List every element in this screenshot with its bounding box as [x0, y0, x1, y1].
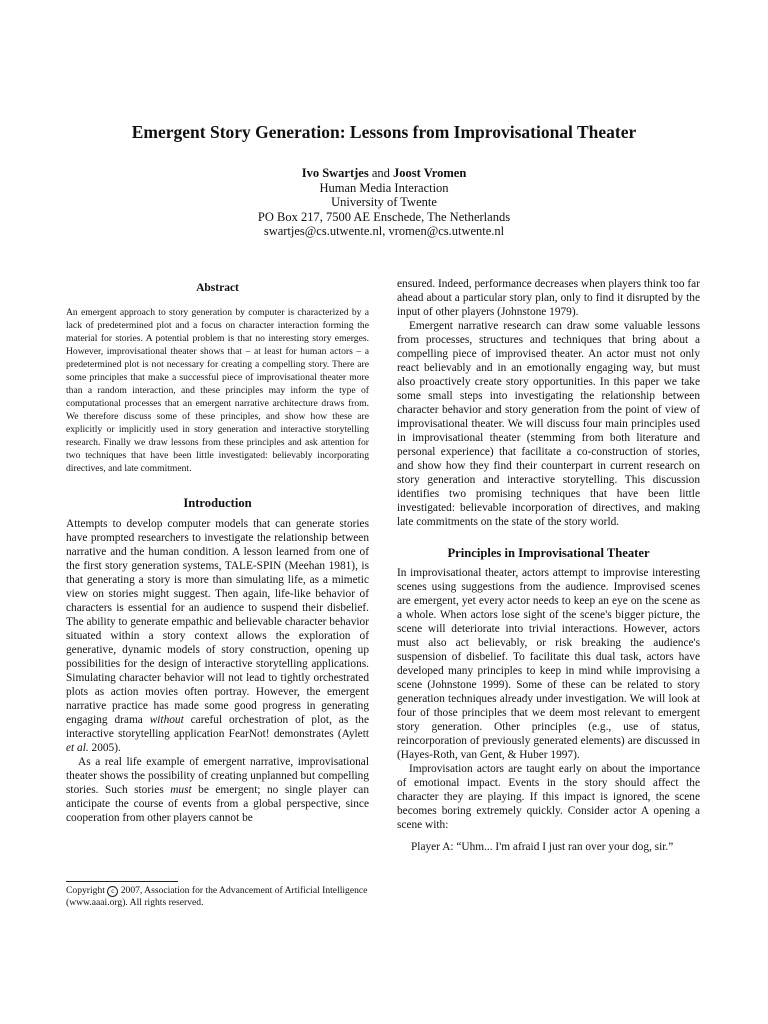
abstract-text: An emergent approach to story generation by computer is characterized by a lack of predetermined plot and a focus on character interaction forming the material for stories. A potential problem is that no interesting story emerges. However, improvisational theater shows that – at least for human actors – a predetermined plot is not necessary for creating a compelling story. There are some principles that make a successful piece of improvisational theater more than a random interaction, and these principles may inform the type of computational processes that an emergent narrative architecture draws from. We therefore discuss some of these principles, and show how these are explicitly or implicitly used in story generation and interactive storytelling research. Finally we draw lessons from these principles and ask attention for two techniques that have been little investigated: believably incorporating directives, and late commitment. — [66, 307, 369, 474]
intro-paragraph-1 — [66, 517, 369, 755]
text-run: As a real life example of emergent narrative, improvisational theater shows the possibility of creating unplanned but compelling stories. Such stories — [66, 756, 369, 796]
principles-heading: Principles in Improvisational Theater — [447, 546, 650, 560]
intro-paragraph-2 — [66, 755, 369, 825]
copyright-word: Copyright — [66, 885, 105, 896]
author-name: Joost Vromen — [393, 166, 467, 180]
author-conjunction: and — [371, 166, 390, 180]
author-line — [0, 166, 768, 181]
emphasis: without — [149, 714, 184, 726]
right-paragraph-2: Emergent narrative research can draw some valuable lessons from processes, structures and techniques that bring about a compelling piece of improvised theater. An actor must not only react believably and in an emotionally engaging way, but must also proactively create story opportunities. In this paper we take some small steps into investigating the relationship between character behavior and story generation from the point of view of improvisational theater. We will discuss four main principles used in improvisational theater (stemming from both literature and personal experience) that facilitate a co-construction of stories, and show how they find their counterpart in current research on story generation and interactive storytelling. This discussion identifies two promising techniques that have been little investigated: believable incorporation of directives, and making late commitments on the state of the story world. — [397, 320, 700, 528]
address: PO Box 217, 7500 AE Enschede, The Netherlands — [257, 209, 511, 224]
footnote-rule — [66, 881, 178, 882]
author-block — [0, 166, 768, 239]
copyright-icon: c — [107, 886, 118, 897]
right-paragraph-1: ensured. Indeed, performance decreases when players think too far ahead about a particular story plan, only to find it disrupted by the input of other players (Johnstone 1979). — [397, 278, 700, 318]
emphasis: et al. — [66, 742, 89, 754]
affiliation: Human Media Interaction — [319, 180, 449, 195]
abstract-heading: Abstract — [196, 282, 239, 294]
emails: swartjes@cs.utwente.nl, vromen@cs.utwente.nl — [263, 224, 505, 238]
left-column — [66, 281, 369, 825]
copyright-footnote — [66, 881, 369, 909]
copyright-text: 2007, Association for the Advancement of Artificial Intelligence (www.aaai.org). All rights reserved. — [66, 885, 368, 908]
right-column — [397, 277, 700, 854]
author-name: Ivo Swartjes — [301, 166, 369, 180]
introduction-heading: Introduction — [183, 496, 252, 510]
affiliation: University of Twente — [331, 195, 437, 209]
dialogue-quote: Player A: “Uhm... I'm afraid I just ran over your dog, sir.” — [411, 841, 674, 853]
principles-paragraph-1: In improvisational theater, actors attempt to improvise interesting scenes using suggestions from the audience. Improvised scenes are emergent, yet every actor needs to keep an eye on the scene as a whole. When actors lose sight of the scene's bigger picture, the scene will deteriorate into trivial interactions. However, actors must also act believably, or risk breaking the audience's suspension of disbelief. To facilitate this dual task, actors have developed many principles to keep in mind while improvising a scene (Johnstone 1999). Some of these can be related to story generation techniques already under investigation. We will look at four of those principles that we deem most relevant to emergent story generation. Other principles (e.g., use of status, reincorporation of previously generated elements) are discussed in (Hayes-Roth, van Gent, & Huber 1997). — [397, 567, 700, 761]
text-run: careful orchestration of plot, as the interactive storytelling application FearNot! demonstrates (Aylett — [66, 714, 369, 740]
text-run: 2005). — [88, 742, 121, 754]
text-run: be emergent; no single player can anticipate the course of events from a global perspective, since cooperation from other players cannot be — [66, 784, 369, 824]
paper-title: Emergent Story Generation: Lessons from Improvisational Theater — [131, 122, 637, 142]
emphasis: must — [170, 784, 192, 796]
principles-paragraph-2: Improvisation actors are taught early on about the importance of emotional impact. Events in the story should affect the character they are playing. If this impact is ignored, the scene becomes boring extremely quickly. Consider actor A opening a scene with: — [397, 763, 700, 831]
text-run: Attempts to develop computer models that can generate stories have prompted researchers to investigate the relationship between narrative and the human condition. A lesson learned from one of the first story generation systems, TALE-SPIN (Meehan 1981), is that generating a story is more than simulating life, as a mimetic view on stories might suggest. Then again, life-like behavior of characters is essential for an audience to suspend their disbelief. The ability to generate empathic and believable character behavior situated within a story context allows the exploration of generative, dynamic models of story construction, opening up possibilities for the design of interactive storytelling applications. Simulating character behavior will not lead to tightly orchestrated plots as action movies often portray. However, the emergent narrative practice has made some good progress in generating engaging drama — [66, 518, 369, 726]
